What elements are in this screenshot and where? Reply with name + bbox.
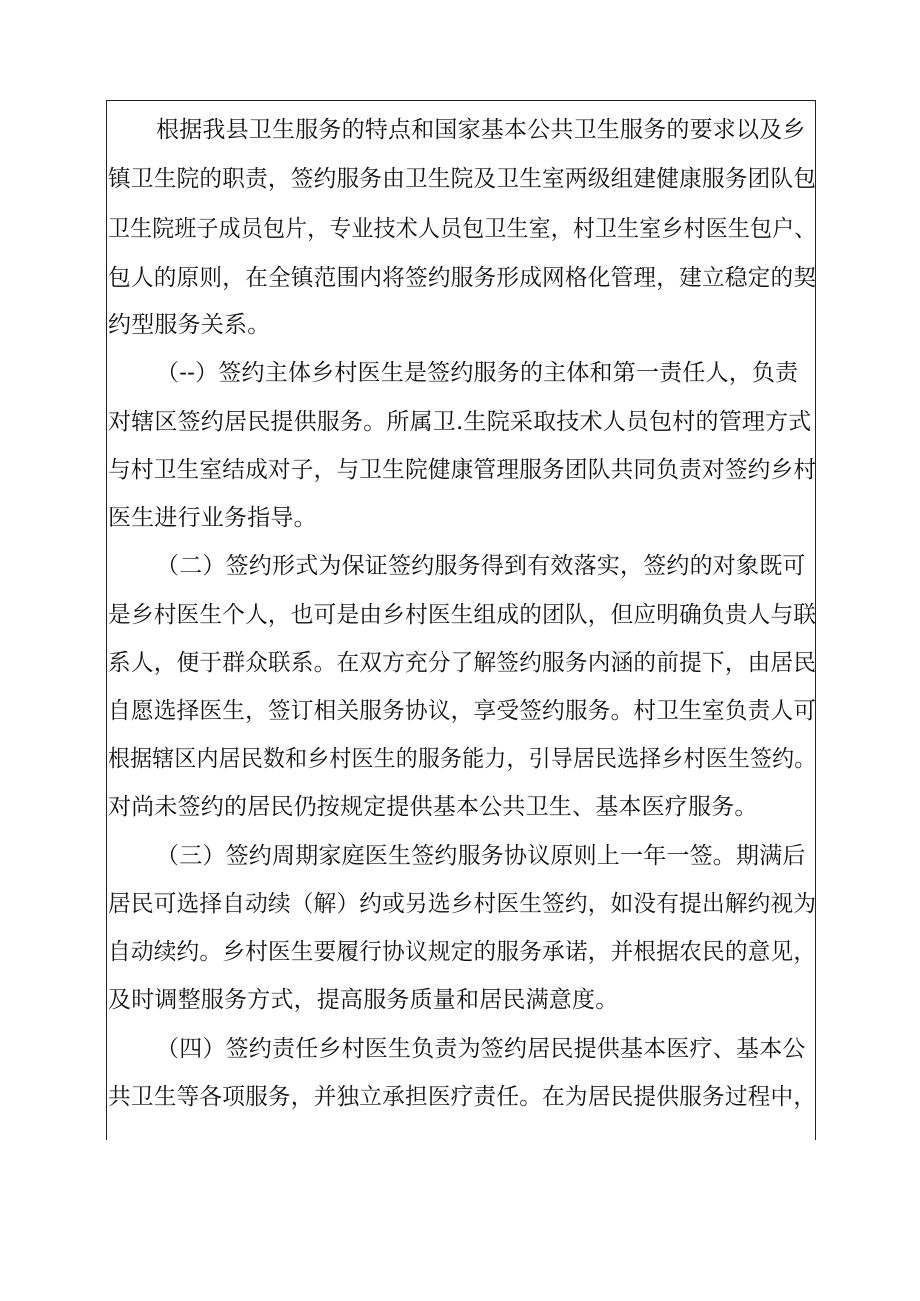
paragraph-line: 对辖区签约居民提供服务。所属卫.生院采取技术人员包村的管理方式 [108, 409, 812, 435]
paragraph-line: 包人的原则，在全镇范围内将签约服务形成网格化管理，建立稳定的契 [108, 265, 817, 291]
paragraph-line: 对尚未签约的居民仍按规定提供基本公共卫生、基本医疗服务。 [108, 794, 758, 820]
paragraph-line: （四）签约责任乡村医生负责为签约居民提供基本医疗、基本公 [156, 1036, 806, 1062]
paragraph-line: 根据我县卫生服务的特点和国家基本公共卫生服务的要求以及乡 [156, 117, 806, 143]
paragraph-line: 居民可选择自动续（解）约或另选乡村医生签约，如没有提出解约视为 [108, 891, 817, 917]
paragraph-line: 镇卫生院的职责，签约服务由卫生院及卫生室两级组建健康服务团队包 [108, 166, 817, 192]
paragraph-line: （二）签约形式为保证签约服务得到有效落实，签约的对象既可 [156, 553, 806, 579]
paragraph-line: （--）签约主体乡村医生是签约服务的主体和第一责任人，负责 [156, 360, 799, 386]
paragraph-line: 及时调整服务方式，提高服务质量和居民满意度。 [108, 987, 619, 1013]
paragraph-line: 自愿选择医生，签订相关服务协议，享受签约服务。村卫生室负责人可 [108, 698, 817, 724]
paragraph-line: 是乡村医生个人，也可是由乡村医生组成的团队，但应明确负贵人与联 [108, 602, 817, 628]
paragraph-line: 与村卫生室结成对子，与卫生院健康管理服务团队共同负责对签约乡村 [108, 457, 817, 483]
paragraph-line: 约型服务关系。 [108, 312, 271, 338]
paragraph-line: 卫生院班子成员包片，专业技术人员包卫生室，村卫生室乡村医生包户、 [108, 216, 817, 242]
paragraph-line: 系人，便于群众联系。在双方充分了解签约服务内涵的前提下，由居民 [108, 650, 817, 676]
paragraph-line: 根据辖区内居民数和乡村医生的服务能力，引导居民选择乡村医生签约。 [108, 746, 817, 772]
paragraph-line: （三）签约周期家庭医生签约服务协议原则上一年一签。期满后 [156, 843, 806, 869]
paragraph-line: 共卫生等各项服务，并独立承担医疗责任。在为居民提供服务过程中， [108, 1084, 817, 1110]
paragraph-line: 医生进行业务指导。 [108, 505, 317, 531]
paragraph-line: 自动续约。乡村医生要履行协议规定的服务承诺，并根据农民的意见， [108, 939, 817, 965]
